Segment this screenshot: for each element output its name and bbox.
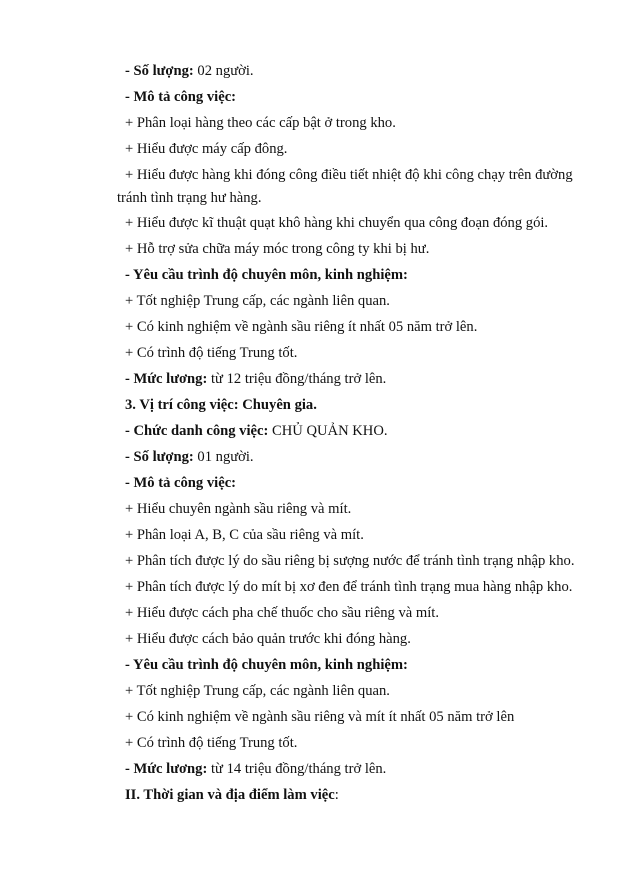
description-item: + Hiểu được cách bảo quản trước khi đóng hàng.: [125, 631, 411, 647]
job-description-heading: - Mô tả công việc:: [125, 475, 237, 491]
description-item: + Hiểu được kĩ thuật quạt khô hàng khi chuyển qua công đoạn đóng gói.: [125, 215, 549, 231]
job-description-heading: - Mô tả công việc:: [125, 89, 237, 105]
quantity-line: [125, 448, 254, 466]
section-heading-colon: :: [334, 787, 339, 803]
requirement-item: + Có trình độ tiếng Trung tốt.: [125, 735, 298, 751]
quantity-line: [125, 62, 254, 80]
salary-value: từ 12 triệu đồng/tháng trở lên.: [207, 371, 387, 387]
salary-label: - Mức lương:: [125, 761, 208, 777]
job-title-value: CHỦ QUẢN KHO.: [268, 423, 388, 439]
requirement-item: + Có kinh nghiệm về ngành sầu riêng và mít ít nhất 05 năm trở lên: [125, 709, 515, 725]
description-item: + Hiểu được cách pha chế thuốc cho sầu riêng và mít.: [125, 605, 440, 621]
section-heading: [125, 786, 339, 804]
description-item: + Hiểu được hàng khi đóng công điều tiết nhiệt độ khi công chạy trên đường: [125, 167, 573, 183]
salary-value: từ 14 triệu đồng/tháng trở lên.: [207, 761, 387, 777]
requirement-item: + Tốt nghiệp Trung cấp, các ngành liên quan.: [125, 293, 390, 309]
requirement-item: + Có trình độ tiếng Trung tốt.: [125, 345, 298, 361]
salary-line: [125, 760, 386, 778]
requirement-item: + Tốt nghiệp Trung cấp, các ngành liên quan.: [125, 683, 390, 699]
salary-label: - Mức lương:: [125, 371, 208, 387]
quantity-label: - Số lượng:: [125, 449, 194, 465]
requirements-heading: - Yêu cầu trình độ chuyên môn, kinh nghiệm:: [125, 657, 408, 673]
position-heading: 3. Vị trí công việc: Chuyên gia.: [125, 397, 317, 413]
quantity-label: - Số lượng:: [125, 63, 194, 79]
description-item: + Phân tích được lý do mít bị xơ đen để tránh tình trạng mua hàng nhập kho.: [125, 579, 573, 595]
requirement-item: + Có kinh nghiệm về ngành sầu riêng ít nhất 05 năm trở lên.: [125, 319, 478, 335]
description-item-continuation: tránh tình trạng hư hàng.: [117, 190, 262, 206]
quantity-value: 01 người.: [193, 449, 254, 465]
description-item: + Hỗ trợ sửa chữa máy móc trong công ty khi bị hư.: [125, 241, 430, 257]
description-item: + Hiểu được máy cấp đông.: [125, 141, 288, 157]
description-item: + Phân loại A, B, C của sầu riêng và mít.: [125, 527, 364, 543]
salary-line: [125, 370, 386, 388]
description-item: + Phân loại hàng theo các cấp bật ở trong kho.: [125, 115, 396, 131]
description-item: + Hiểu chuyên ngành sầu riêng và mít.: [125, 501, 352, 517]
job-title-label: - Chức danh công việc:: [125, 423, 269, 439]
description-item: + Phân tích được lý do sầu riêng bị sượng nước để tránh tình trạng nhập kho.: [125, 553, 575, 569]
job-title-line: [125, 422, 388, 440]
quantity-value: 02 người.: [193, 63, 254, 79]
section-heading-text: II. Thời gian và địa điểm làm việc: [125, 787, 335, 803]
requirements-heading: - Yêu cầu trình độ chuyên môn, kinh nghiệm:: [125, 267, 408, 283]
